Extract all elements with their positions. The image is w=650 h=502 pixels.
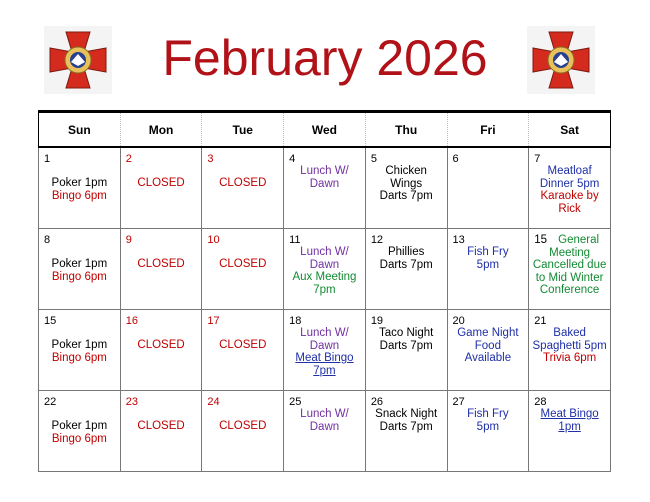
event: Baked bbox=[553, 327, 586, 339]
day-cell bbox=[365, 391, 447, 472]
event: Poker 1pm bbox=[51, 420, 108, 432]
event: Dawn bbox=[309, 177, 340, 190]
event: Trivia 6pm bbox=[542, 352, 597, 364]
event: CLOSED bbox=[219, 420, 267, 432]
event: CLOSED bbox=[137, 258, 185, 270]
day-cell bbox=[202, 147, 284, 229]
day-number: 20 bbox=[452, 315, 465, 327]
event: Bingo 6pm bbox=[51, 270, 107, 283]
event: CLOSED bbox=[219, 177, 267, 189]
day-cell bbox=[284, 229, 366, 310]
day-cell bbox=[284, 147, 366, 229]
day-cell bbox=[284, 391, 366, 472]
meat-bingo-link[interactable]: Meat Bingo bbox=[295, 352, 354, 364]
week-row bbox=[39, 229, 611, 310]
day-number: 25 bbox=[289, 396, 302, 408]
page-title: February 2026 bbox=[162, 30, 488, 86]
event: Cancelled due bbox=[532, 259, 607, 271]
event: 5pm bbox=[476, 258, 500, 271]
event: Rick bbox=[558, 202, 581, 215]
day-number: 1 bbox=[44, 153, 51, 165]
day-number: 15 bbox=[534, 234, 548, 246]
event: Dinner 5pm bbox=[539, 177, 600, 190]
event: Snack Night bbox=[375, 408, 438, 420]
weekday-fri: Fri bbox=[447, 112, 529, 148]
event: Wings bbox=[390, 177, 423, 190]
day-number: 5 bbox=[370, 153, 377, 165]
weekday-wed: Wed bbox=[284, 112, 366, 148]
event: 7pm bbox=[313, 283, 336, 296]
day-number: 4 bbox=[289, 153, 296, 165]
event: Conference bbox=[539, 284, 600, 296]
event: Bingo 6pm bbox=[51, 189, 107, 202]
day-number: 13 bbox=[452, 234, 465, 246]
event: Dawn bbox=[309, 258, 340, 271]
day-cell bbox=[39, 310, 121, 391]
day-cell bbox=[202, 229, 284, 310]
day-cell bbox=[447, 310, 529, 391]
event: Fish Fry bbox=[467, 246, 509, 258]
day-cell bbox=[447, 229, 529, 310]
day-cell bbox=[202, 310, 284, 391]
weekday-mon: Mon bbox=[120, 112, 202, 148]
event: CLOSED bbox=[137, 177, 185, 189]
event: Taco Night bbox=[378, 327, 434, 339]
day-number: 2 bbox=[125, 153, 132, 165]
event: CLOSED bbox=[137, 339, 185, 351]
event: Phillies bbox=[387, 246, 425, 258]
day-number: 28 bbox=[534, 396, 547, 408]
event: Chicken bbox=[385, 165, 427, 177]
day-number: 22 bbox=[44, 396, 57, 408]
day-number: 3 bbox=[207, 153, 214, 165]
event: Poker 1pm bbox=[51, 339, 108, 351]
day-number: 23 bbox=[125, 396, 138, 408]
event: CLOSED bbox=[219, 339, 267, 351]
day-cell bbox=[529, 310, 611, 391]
day-number: 8 bbox=[44, 234, 51, 246]
event: Spaghetti 5pm bbox=[532, 339, 607, 352]
meat-bingo-link[interactable]: 7pm bbox=[313, 364, 336, 377]
day-number: 26 bbox=[370, 396, 384, 408]
event: Bingo 6pm bbox=[51, 432, 107, 445]
event: Darts 7pm bbox=[379, 420, 433, 433]
meat-bingo-link[interactable]: Meat Bingo bbox=[540, 408, 599, 420]
weekday-sat: Sat bbox=[529, 112, 611, 148]
day-cell bbox=[120, 147, 202, 229]
day-number: 6 bbox=[452, 153, 459, 165]
day-number: 24 bbox=[207, 396, 220, 408]
event: Available bbox=[464, 352, 512, 364]
event: Darts 7pm bbox=[379, 258, 433, 271]
day-cell bbox=[284, 310, 366, 391]
event: Game Night bbox=[457, 327, 519, 339]
event-text: General bbox=[558, 234, 600, 246]
day-number: 10 bbox=[207, 234, 220, 246]
event: Food bbox=[474, 339, 501, 352]
day-cell bbox=[120, 229, 202, 310]
event: Lunch W/ bbox=[300, 408, 349, 420]
day-number: 16 bbox=[125, 315, 138, 327]
day-number: 19 bbox=[370, 315, 384, 327]
event: 5pm bbox=[476, 420, 500, 433]
weekday-header-row bbox=[39, 112, 611, 148]
event: Meeting bbox=[549, 246, 591, 259]
day-cell bbox=[39, 147, 121, 229]
week-row bbox=[39, 147, 611, 229]
event: CLOSED bbox=[137, 420, 185, 432]
weekday-thu: Thu bbox=[365, 112, 447, 148]
day-number: 18 bbox=[289, 315, 302, 327]
event: Fish Fry bbox=[467, 408, 509, 420]
event: Meatloaf bbox=[547, 165, 592, 177]
day-number: 15 bbox=[44, 315, 57, 327]
event: Poker 1pm bbox=[51, 258, 108, 270]
day-number: 9 bbox=[125, 234, 132, 246]
event: Lunch W/ bbox=[300, 165, 349, 177]
day-cell bbox=[120, 310, 202, 391]
day-cell bbox=[447, 391, 529, 472]
event: Dawn bbox=[309, 339, 340, 352]
event: Dawn bbox=[309, 420, 340, 433]
day-cell bbox=[529, 391, 611, 472]
day-number: 21 bbox=[534, 315, 547, 327]
day-cell bbox=[365, 147, 447, 229]
day-cell bbox=[39, 391, 121, 472]
event: Lunch W/ bbox=[300, 327, 349, 339]
event: Karaoke by bbox=[540, 190, 599, 202]
event: CLOSED bbox=[219, 258, 267, 270]
day-cell bbox=[365, 310, 447, 391]
day-cell bbox=[447, 147, 529, 229]
weekday-tue: Tue bbox=[202, 112, 284, 148]
event: Lunch W/ bbox=[300, 246, 349, 258]
event: Aux Meeting bbox=[292, 271, 357, 283]
event: Poker 1pm bbox=[51, 177, 108, 189]
week-row bbox=[39, 310, 611, 391]
event: Bingo 6pm bbox=[51, 351, 107, 364]
day-number: 12 bbox=[370, 234, 384, 246]
day-number: 27 bbox=[452, 396, 465, 408]
day-cell bbox=[529, 147, 611, 229]
week-row bbox=[39, 391, 611, 472]
day-number: 7 bbox=[534, 153, 541, 165]
event: Darts 7pm bbox=[379, 339, 433, 352]
day-cell bbox=[120, 391, 202, 472]
day-number: 17 bbox=[207, 315, 220, 327]
event bbox=[529, 229, 610, 247]
weekday-sun: Sun bbox=[39, 112, 121, 148]
day-cell bbox=[529, 229, 611, 310]
day-cell bbox=[202, 391, 284, 472]
day-cell bbox=[365, 229, 447, 310]
calendar-grid bbox=[38, 110, 611, 472]
event: Darts 7pm bbox=[379, 190, 433, 202]
event: to Mid Winter bbox=[535, 271, 604, 284]
meat-bingo-link[interactable]: 1pm bbox=[558, 420, 581, 433]
day-number: 11 bbox=[289, 234, 301, 246]
day-cell bbox=[39, 229, 121, 310]
